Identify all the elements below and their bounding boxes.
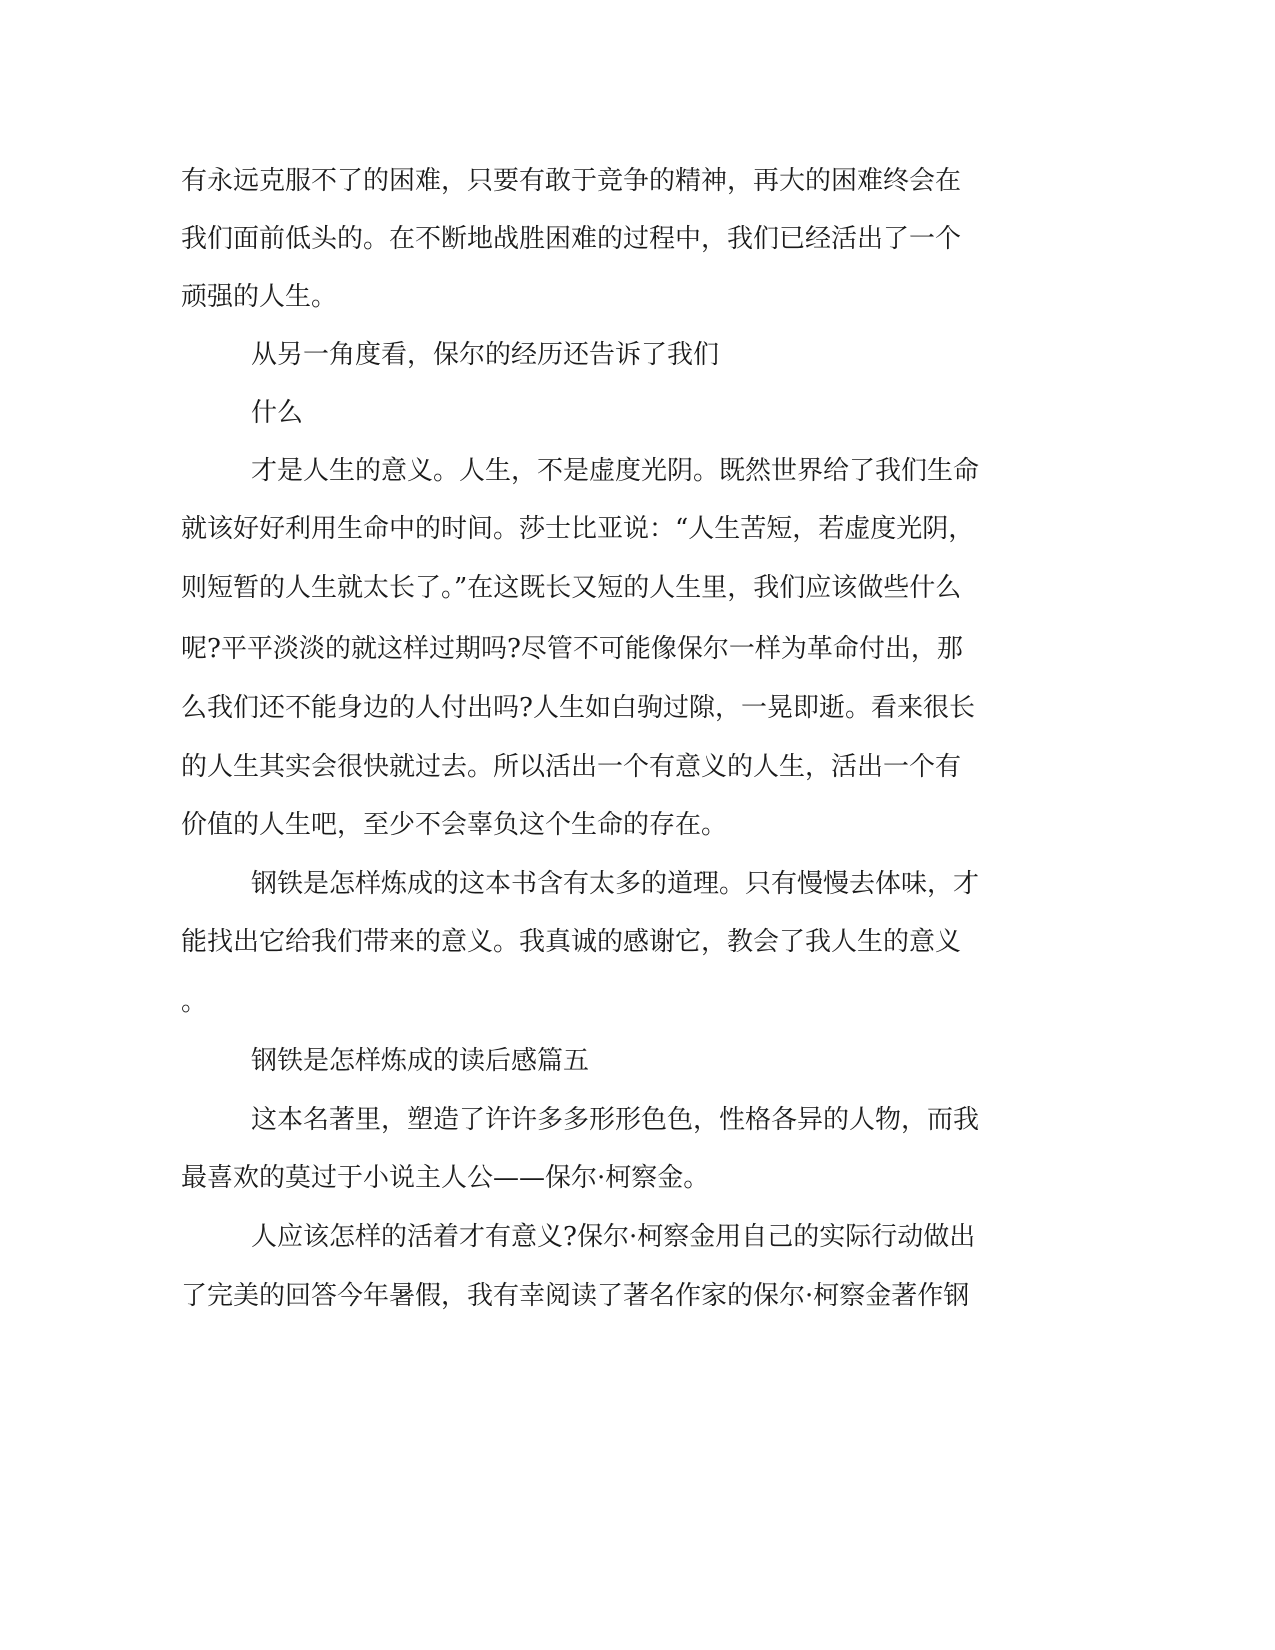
body-text-line: 则短暂的人生就太长了。”在这既长又短的人生里，我们应该做些什么 — [181, 573, 962, 603]
body-text-line: 。 — [181, 987, 208, 1017]
paragraph-start-line: 从另一角度看，保尔的经历还告诉了我们 — [251, 340, 720, 370]
body-text-line: 价值的人生吧，至少不会辜负这个生命的存在。 — [181, 810, 728, 840]
paragraph-start-line: 才是人生的意义。人生，不是虚度光阴。既然世界给了我们生命 — [251, 456, 980, 486]
body-text-line: 我们面前低头的。在不断地战胜困难的过程中，我们已经活出了一个 — [181, 224, 962, 254]
paragraph-start-line: 人应该怎样的活着才有意义?保尔·柯察金用自己的实际行动做出 — [251, 1222, 976, 1252]
paragraph-start-line: 这本名著里，塑造了许许多多形形色色，性格各异的人物，而我 — [251, 1105, 980, 1135]
body-text-line: 的人生其实会很快就过去。所以活出一个有意义的人生，活出一个有 — [181, 752, 962, 782]
body-text-line: 呢?平平淡淡的就这样过期吗?尽管不可能像保尔一样为革命付出，那 — [181, 634, 963, 664]
body-text-line: 能找出它给我们带来的意义。我真诚的感谢它，教会了我人生的意义 — [181, 927, 962, 957]
body-text-line: 顽强的人生。 — [181, 282, 338, 312]
body-text-line: 了完美的回答今年暑假，我有幸阅读了著名作家的保尔·柯察金著作钢 — [181, 1281, 970, 1311]
body-text-line: 就该好好利用生命中的时间。莎士比亚说：“人生苦短，若虚度光阴， — [181, 514, 975, 544]
body-text-line: 有永远克服不了的困难，只要有敢于竞争的精神，再大的困难终会在 — [181, 166, 962, 196]
paragraph-start-line: 钢铁是怎样炼成的这本书含有太多的道理。只有慢慢去体味，才 — [251, 869, 980, 899]
body-text-line: 么我们还不能身边的人付出吗?人生如白驹过隙，一晃即逝。看来很长 — [181, 693, 975, 723]
section-heading: 钢铁是怎样炼成的读后感篇五 — [251, 1046, 590, 1076]
body-text-line: 最喜欢的莫过于小说主人公——保尔·柯察金。 — [181, 1163, 710, 1193]
paragraph-start-line: 什么 — [251, 398, 304, 428]
